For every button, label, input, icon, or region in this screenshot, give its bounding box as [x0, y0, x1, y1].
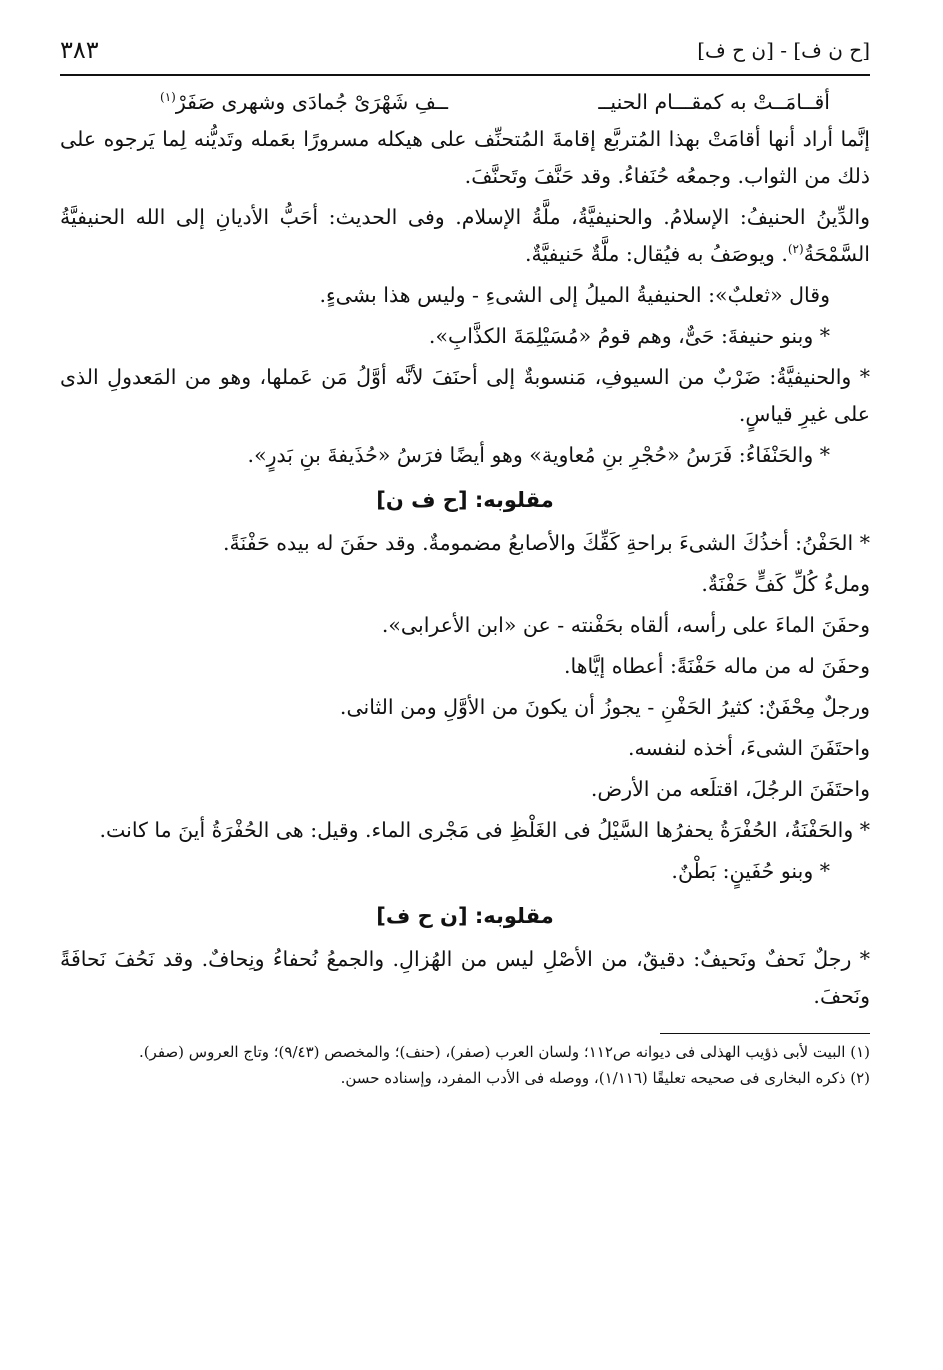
paragraph: وملءُ كُلِّ كَفٍّ حَفْنَةٌ. [701, 572, 870, 596]
page-number: ٣٨٣ [60, 36, 99, 64]
footnote-ref-1: (١) [160, 90, 176, 105]
main-text [60, 84, 870, 1090]
footnote-1: (١) البيت لأبى ذؤيب الهذلى فى ديوانه ص١١٢؛ ولسان العرب (صفر)، (حنف)؛ والمخصص (٩/٤٣)؛ وتاج العروس (صفر). [138, 1043, 870, 1061]
paragraph: إنَّما أراد أنها أقامَتْ بهذا المُتربَّع إقامةَ المُتحنِّف على هيكله مسرورًا بعَمله وتَديُّنه لِما يَرجوه على ذلك من الثواب. وجمعُه حُنَفاءُ. وقد حَنَّفَ وتَحنَّفَ. [60, 127, 870, 188]
paragraph: * الحَفْنُ: أخذُكَ الشىءَ براحةِ كَفِّكَ والأصابعُ مضمومةٌ. وقد حفَنَ له بيده حَفْنَةً. [223, 531, 870, 555]
verse-first-hemistich: أقــامَــتْ به كمقـــام الحنيــ [598, 90, 830, 114]
paragraph: * والحَفْنَةُ، الحُفْرَةُ يحفرُها السَّيْلُ فى الغَلْظِ فى مَجْرى الماء. وقيل: هى الحُفْرَةُ أينَ ما كانت. [99, 818, 870, 842]
paragraph: * وبنو حُفَينٍ: بَطْنٌ. [671, 859, 830, 883]
paragraph: * رجلٌ نَحفٌ ونَحيفٌ: دقيقٌ، من الأصْلِ ليس من الهُزالِ. والجمعُ نُحفاءُ ونِحافٌ. وقد نَحُفَ نَحافَةً ونَحفَ. [60, 947, 870, 1008]
paragraph: واحتَفَنَ الشىءَ، أخذه لنفسه. [627, 736, 870, 760]
paragraph: وقال «ثعلبٌ»: الحنيفيةُ الميلُ إلى الشىءِ - وليس هذا بشىءٍ. [319, 283, 830, 307]
footnote-divider [660, 1033, 870, 1034]
paragraph: * وبنو حنيفةَ: حَىٌّ، وهم قومُ «مُسَيْلِمَةَ الكذَّابِ». [428, 324, 830, 348]
verse-second-hemistich: ــفِ شَهْرَىْ جُمادَى وشهرى صَفَرْ$^{(١)}$ [160, 90, 449, 114]
paragraph: وحفَنَ له من ماله حَفْنَةً: أعطاه إيَّاها. [563, 654, 870, 678]
section-heading-nhf: مقلوبه: [ن ح ف] [376, 904, 554, 928]
page [60, 30, 870, 1350]
page-header [60, 30, 870, 76]
section-heading-hfn: مقلوبه: [ح ف ن] [376, 488, 554, 512]
paragraph: * والحَنْفَاءُ: فَرَسُ «حُجْرِ بنِ مُعاوية» وهو أيضًا فرَسُ «حُذَيفةَ بنِ بَدرٍ». [247, 443, 830, 467]
poem-verse [60, 84, 870, 121]
footnotes [60, 1040, 870, 1090]
footnote-ref-2: (٢) [787, 242, 804, 257]
footnote-2: (٢) ذكره البخارى فى صحيحه تعليقًا (١/١١٦)، ووصله فى الأدب المفرد، وإسناده حسن. [340, 1069, 870, 1087]
paragraph: * والحنيفيَّةُ: ضَرْبٌ من السيوفِ، مَنسوبةٌ إلى أحنَفَ لأنَّه أوَّلُ مَن عَملها، وهو من المَعدولِ الذى على غيرِ قياسٍ. [60, 365, 870, 426]
running-head: [ح ن ف] - [ن ح ف] [697, 38, 870, 62]
paragraph: وحفَنَ الماءَ على رأسه، ألقاه بحَفْنته - عن «ابن الأعرابى». [381, 613, 870, 637]
paragraph: واحتَفَنَ الرجُلَ، اقتلَعه من الأرض. [590, 777, 870, 801]
paragraph-with-note: والدِّينُ الحنيفُ: الإسلامُ. والحنيفيَّةُ، ملَّةُ الإسلام. وفى الحديث: أحَبُّ الأديانِ إلى الله الحنيفيَّةُ السَّمْحَةُ$^{(٢)}$. ويوصَفُ به فيُقال: ملَّةٌ حَنيفيَّةٌ. [60, 205, 870, 266]
paragraph: ورجلٌ مِحْفَنٌ: كثيرُ الحَفْنِ - يجوزُ أن يكونَ من الأوَّلِ ومن الثانى. [339, 695, 870, 719]
